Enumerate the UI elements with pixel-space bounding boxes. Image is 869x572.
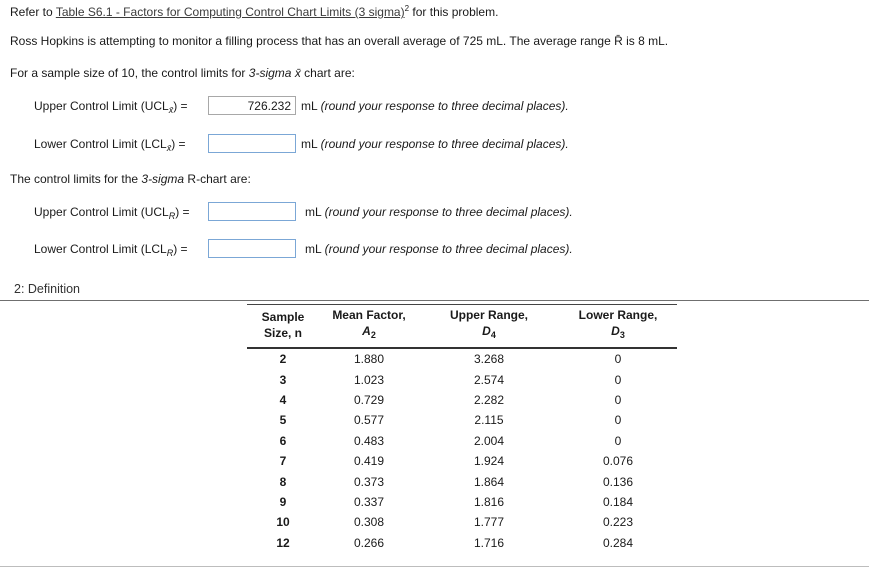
refer-prefix: Refer to — [10, 5, 53, 19]
lcl-r-unit: mL (round your response to three decimal places). — [305, 242, 573, 256]
ucl-x-unit: mL (round your response to three decimal places). — [301, 99, 569, 113]
d3-cell: 0 — [614, 392, 622, 407]
d3-cell: 0.184 — [602, 494, 634, 509]
sample-size-cell: 2 — [279, 352, 287, 367]
a2-cell: 0.577 — [353, 413, 385, 428]
table-row — [247, 471, 677, 491]
lcl-r-row — [0, 239, 869, 261]
r-prompt-pre: The control limits for the — [10, 172, 139, 186]
a2-cell: 0.419 — [353, 454, 385, 469]
d3-cell: 0 — [614, 352, 622, 367]
lcl-x-unit: mL (round your response to three decimal places). — [301, 137, 569, 151]
sample-size-cell: 8 — [279, 474, 287, 489]
table-row — [247, 451, 677, 471]
ucl-r-unit: mL (round your response to three decimal places). — [305, 205, 573, 219]
d4-cell: 2.282 — [473, 392, 505, 407]
xbar-prompt — [10, 66, 355, 80]
d4-cell: 2.115 — [474, 413, 504, 428]
factors-table-body — [247, 348, 677, 553]
d3-cell: 0.284 — [602, 535, 634, 550]
sample-size-cell: 3 — [279, 372, 287, 387]
d4-cell: 1.924 — [473, 454, 505, 469]
sample-size-cell: 12 — [276, 535, 290, 550]
sample-size-cell: 9 — [279, 494, 287, 509]
d3-cell: 0 — [614, 413, 622, 428]
d3-cell: 0.136 — [602, 474, 634, 489]
xbar-prompt-sigma: 3-sigma — [248, 66, 292, 80]
sample-size-cell: 5 — [279, 413, 287, 428]
refer-suffix: for this problem. — [412, 5, 499, 19]
header-mean-factor: Mean Factor, $A_2$ — [319, 305, 419, 349]
section-divider — [0, 300, 869, 301]
d4-cell: 2.574 — [473, 372, 505, 387]
d3-cell: 0.076 — [602, 454, 634, 469]
d4-cell: 2.004 — [473, 433, 505, 448]
problem-statement: Ross Hopkins is attempting to monitor a filling process that has an overall average of 725 mL. The average range R̄ is 8 mL. — [10, 34, 669, 48]
d4-cell: 3.268 — [473, 352, 505, 367]
factors-table-header — [247, 305, 677, 349]
a2-cell: 0.308 — [353, 515, 385, 530]
a2-cell: 0.373 — [353, 474, 385, 489]
d3-cell: 0 — [614, 372, 622, 387]
ucl-r-input[interactable] — [208, 202, 296, 221]
factors-table — [247, 304, 677, 553]
d3-cell: 0 — [614, 433, 622, 448]
a2-cell: 1.023 — [353, 372, 385, 387]
r-prompt-post: R-chart are: — [187, 172, 251, 186]
bottom-divider — [0, 566, 869, 567]
xbar-prompt-xbar: x̄ — [294, 66, 301, 80]
footnote-mark: 2 — [404, 4, 410, 13]
sample-size-cell: 4 — [279, 392, 287, 407]
table-row — [247, 512, 677, 532]
ucl-r-label: Upper Control Limit $(UCL_R)$ = — [34, 205, 190, 221]
d4-cell: 1.864 — [473, 474, 505, 489]
xbar-prompt-post: chart are: — [304, 66, 355, 80]
a2-cell: 0.483 — [353, 433, 385, 448]
sample-size-cell: 10 — [276, 515, 290, 530]
header-upper-range: Upper Range, $D_4$ — [419, 305, 559, 349]
table-row — [247, 410, 677, 430]
d4-cell: 1.777 — [473, 515, 505, 530]
definition-title: 2: Definition — [14, 282, 81, 296]
intro-line — [10, 4, 498, 19]
lcl-x-input[interactable] — [208, 134, 296, 153]
d4-cell: 1.716 — [473, 535, 505, 550]
a2-cell: 0.337 — [353, 494, 385, 509]
a2-cell: 0.266 — [353, 535, 385, 550]
ucl-x-label: Upper Control Limit $(UCL_{x̄})$ = — [34, 99, 188, 115]
d3-cell: 0.223 — [602, 515, 634, 530]
a2-cell: 1.880 — [353, 352, 385, 367]
table-row — [247, 390, 677, 410]
ucl-r-row — [0, 202, 869, 224]
lcl-x-label: Lower Control Limit $(LCL_{x̄})$ = — [34, 137, 186, 153]
lcl-r-label: Lower Control Limit $(LCL_R)$ = — [34, 242, 188, 258]
table-s6-1-link[interactable]: Table S6.1 - Factors for Computing Control Chart Limits (3 sigma) — [55, 5, 405, 19]
table-row — [247, 492, 677, 512]
table-row — [247, 533, 677, 553]
sample-size-cell: 7 — [279, 454, 287, 469]
ucl-x-input[interactable] — [208, 96, 296, 115]
ucl-x-row — [0, 96, 869, 118]
sample-size-cell: 6 — [279, 433, 287, 448]
lcl-r-input[interactable] — [208, 239, 296, 258]
d4-cell: 1.816 — [473, 494, 505, 509]
header-lower-range: Lower Range, $D_3$ — [559, 305, 677, 349]
table-row — [247, 369, 677, 389]
table-row — [247, 348, 677, 369]
xbar-prompt-pre: For a sample size of 10, the control limits for — [10, 66, 246, 80]
r-prompt-sigma: 3-sigma — [141, 172, 185, 186]
header-sample-size: Sample Size, n — [247, 305, 319, 349]
r-prompt — [10, 172, 251, 186]
table-row — [247, 431, 677, 451]
lcl-x-row — [0, 134, 869, 156]
a2-cell: 0.729 — [353, 392, 385, 407]
